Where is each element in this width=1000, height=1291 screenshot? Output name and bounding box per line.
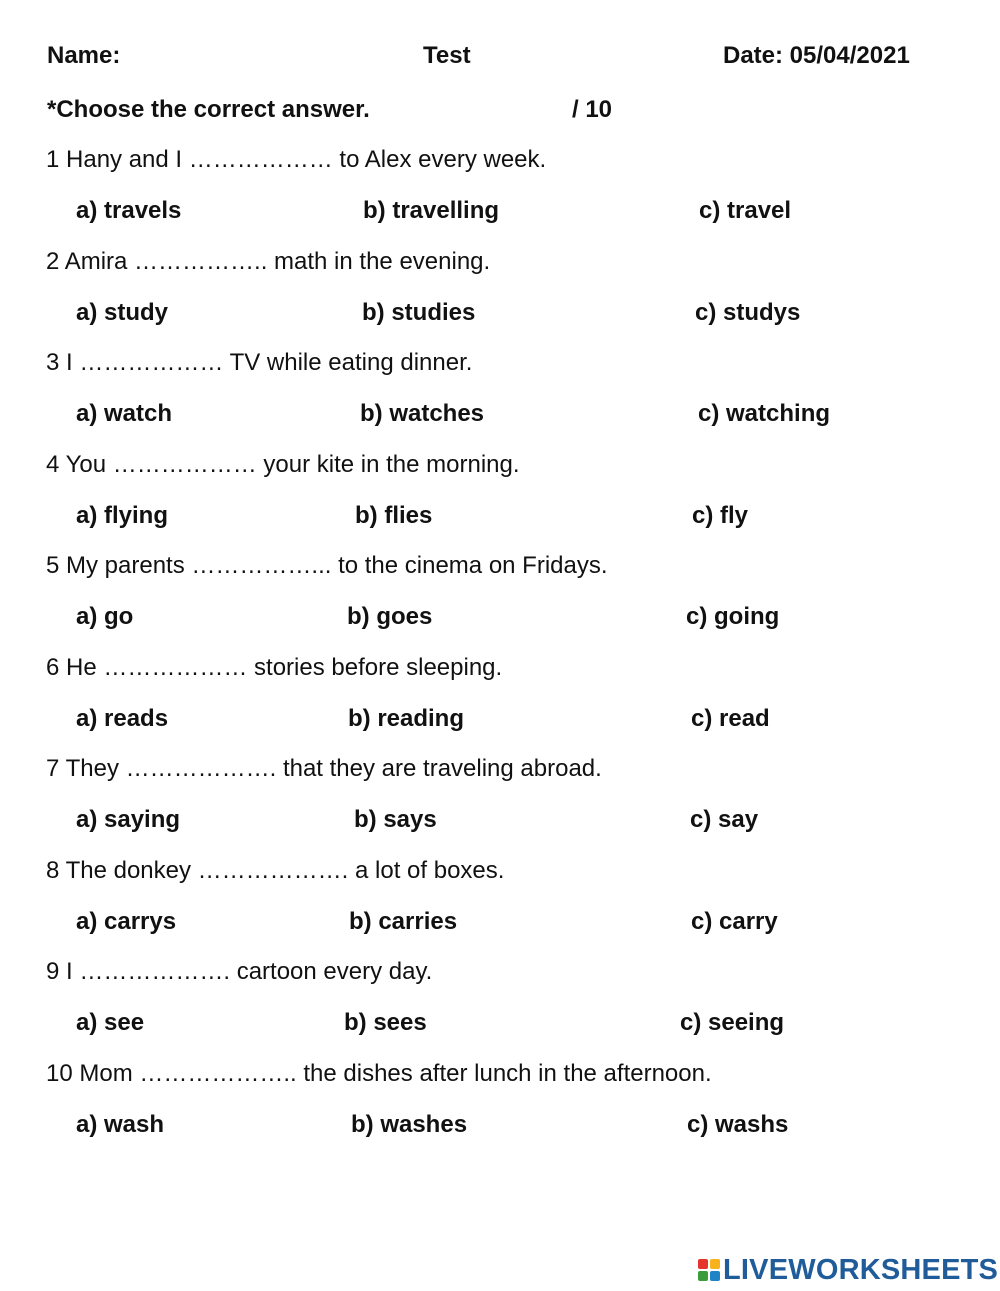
- option-a[interactable]: a) see: [76, 1009, 145, 1036]
- question-1: [0, 146, 1000, 248]
- option-a[interactable]: a) travels: [76, 197, 182, 224]
- question-2: [0, 248, 1000, 350]
- option-b[interactable]: b) carries: [349, 907, 458, 935]
- option-b[interactable]: b) goes: [347, 603, 433, 630]
- question-text: 8 The donkey ………………. a lot of boxes.: [46, 856, 505, 884]
- option-a[interactable]: a) saying: [76, 806, 181, 833]
- option-c[interactable]: c) watching: [698, 400, 831, 427]
- option-b[interactable]: b) washes: [351, 1110, 468, 1138]
- option-a[interactable]: a) carrys: [76, 907, 177, 935]
- question-10: [0, 1060, 1000, 1162]
- question-text: 2 Amira …………….. math in the evening.: [46, 247, 491, 275]
- option-b[interactable]: b) sees: [344, 1009, 427, 1036]
- question-text: 5 My parents ……………... to the cinema on Fridays.: [46, 552, 608, 579]
- option-a[interactable]: a) study: [76, 298, 169, 326]
- question-text: 7 They ………………. that they are traveling abroad.: [46, 755, 602, 782]
- option-c[interactable]: c) travel: [699, 197, 792, 224]
- option-b[interactable]: b) says: [354, 806, 437, 833]
- option-a[interactable]: a) watch: [76, 400, 173, 427]
- option-a[interactable]: a) flying: [76, 501, 169, 529]
- option-b[interactable]: b) travelling: [363, 197, 500, 224]
- option-c[interactable]: c) read: [691, 704, 770, 732]
- option-b[interactable]: b) studies: [362, 298, 476, 326]
- date-label: Date: 05/04/2021: [723, 42, 910, 69]
- option-c[interactable]: c) studys: [695, 298, 801, 326]
- name-label: Name:: [47, 42, 121, 69]
- option-a[interactable]: a) reads: [76, 704, 169, 732]
- option-b[interactable]: b) flies: [355, 501, 433, 529]
- instructions-text: *Choose the correct answer.: [47, 96, 370, 123]
- question-5: [0, 552, 1000, 654]
- logo-text: LIVEWORKSHEETS: [723, 1253, 999, 1286]
- question-text: 9 I ………………. cartoon every day.: [46, 958, 433, 985]
- score-label: / 10: [572, 96, 613, 123]
- option-c[interactable]: c) seeing: [680, 1009, 785, 1036]
- option-c[interactable]: c) say: [690, 806, 759, 833]
- option-c[interactable]: c) carry: [691, 907, 778, 935]
- question-list: [0, 146, 1000, 1161]
- worksheet-header: [0, 42, 1000, 82]
- question-text: 4 You ……………… your kite in the morning.: [46, 450, 520, 478]
- option-b[interactable]: b) watches: [360, 400, 485, 427]
- option-c[interactable]: c) washs: [687, 1110, 789, 1138]
- liveworksheets-logo: [698, 1253, 998, 1287]
- question-4: [0, 451, 1000, 553]
- question-3: [0, 349, 1000, 451]
- question-text: 6 He ……………… stories before sleeping.: [46, 653, 503, 681]
- liveworksheets-logo-icon: [698, 1259, 720, 1281]
- question-text: 3 I ……………… TV while eating dinner.: [46, 349, 473, 376]
- option-b[interactable]: b) reading: [348, 704, 465, 732]
- option-a[interactable]: a) go: [76, 603, 134, 630]
- option-c[interactable]: c) going: [686, 603, 780, 630]
- question-7: [0, 755, 1000, 857]
- question-9: [0, 958, 1000, 1060]
- question-text: 1 Hany and I ……………… to Alex every week.: [46, 146, 547, 173]
- option-c[interactable]: c) fly: [692, 501, 749, 529]
- question-6: [0, 654, 1000, 756]
- question-8: [0, 857, 1000, 959]
- worksheet-title: Test: [423, 42, 471, 69]
- option-a[interactable]: a) wash: [76, 1110, 165, 1138]
- question-text: 10 Mom ……………….. the dishes after lunch in the afternoon.: [46, 1059, 712, 1087]
